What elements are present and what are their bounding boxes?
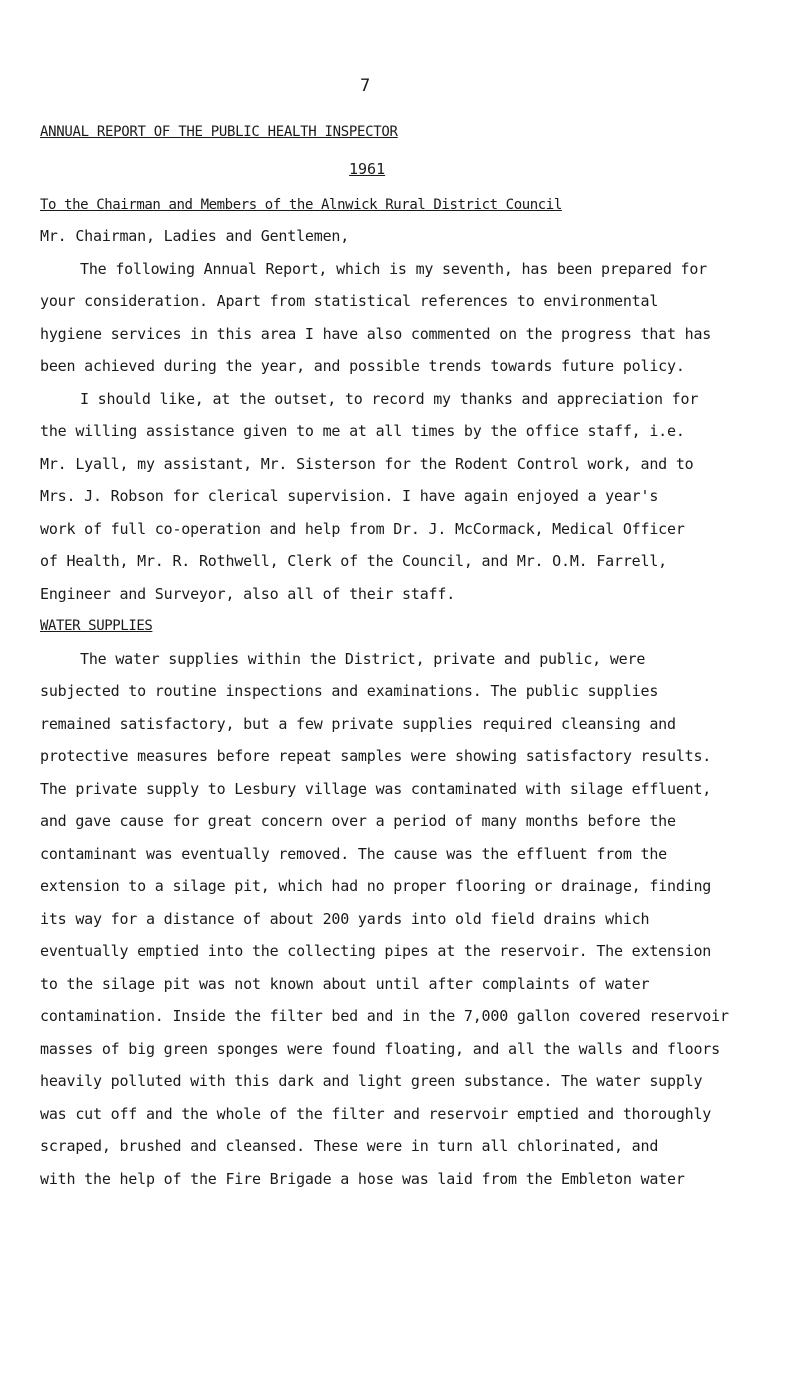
- body-line: contamination. Inside the filter bed and in the 7,000 gallon covered reservoir: [40, 1007, 729, 1025]
- body-line: hygiene services in this area I have also commented on the progress that has: [40, 324, 712, 343]
- salutation: Mr. Chairman, Ladies and Gentlemen,: [40, 227, 350, 245]
- body-line: its way for a distance of about 200 yards into old field drains which: [40, 909, 650, 928]
- body-line: protective measures before repeat samples were showing satisfactory results.: [40, 747, 712, 765]
- body-line: the willing assistance given to me at all times by the office staff, i.e.: [40, 422, 685, 440]
- body-line: contaminant was eventually removed. The cause was the effluent from the: [40, 844, 667, 863]
- body-line: was cut off and the whole of the filter and reservoir emptied and thoroughly: [40, 1104, 712, 1123]
- body-line: The following Annual Report, which is my seventh, has been prepared for: [80, 259, 707, 278]
- body-line: Mr. Lyall, my assistant, Mr. Sisterson for the Rodent Control work, and to: [40, 454, 694, 473]
- page-number: 7: [360, 76, 371, 96]
- body-line: remained satisfactory, but a few private supplies required cleansing and: [40, 714, 676, 733]
- body-line: Mrs. J. Robson for clerical supervision. I have again enjoyed a year's: [40, 487, 659, 505]
- body-line: masses of big green sponges were found floating, and all the walls and floors: [40, 1039, 720, 1058]
- body-line: subjected to routine inspections and examinations. The public supplies: [40, 682, 659, 700]
- body-line: to the silage pit was not known about until after complaints of water: [40, 974, 650, 993]
- body-line: your consideration. Apart from statistical references to environmental: [40, 292, 659, 310]
- body-line: Engineer and Surveyor, also all of their staff.: [40, 584, 456, 603]
- body-line: work of full co-operation and help from Dr. J. McCormack, Medical Officer: [40, 519, 685, 538]
- body-line: The private supply to Lesbury village was contaminated with silage effluent,: [40, 779, 712, 798]
- body-line: and gave cause for great concern over a period of many months before the: [40, 812, 676, 830]
- body-line: extension to a silage pit, which had no proper flooring or drainage, finding: [40, 877, 712, 895]
- body-line: The water supplies within the District, private and public, were: [80, 649, 646, 668]
- body-line: been achieved during the year, and possible trends towards future policy.: [40, 357, 685, 375]
- addressee-line: To the Chairman and Members of the Alnwick Rural District Council: [40, 197, 562, 213]
- body-line: of Health, Mr. R. Rothwell, Clerk of the Council, and Mr. O.M. Farrell,: [40, 552, 667, 570]
- report-year: 1961: [349, 160, 386, 178]
- section-heading-water-supplies: WATER SUPPLIES: [40, 618, 153, 634]
- body-line: with the help of the Fire Brigade a hose was laid from the Embleton water: [40, 1169, 685, 1188]
- body-line: heavily polluted with this dark and light green substance. The water supply: [40, 1072, 703, 1090]
- report-body: [40, 220, 780, 1195]
- body-line: I should like, at the outset, to record my thanks and appreciation for: [80, 389, 699, 408]
- body-line: scraped, brushed and cleansed. These were in turn all chlorinated, and: [40, 1137, 659, 1155]
- document-title: ANNUAL REPORT OF THE PUBLIC HEALTH INSPECTOR: [40, 124, 398, 140]
- body-line: eventually emptied into the collecting pipes at the reservoir. The extension: [40, 942, 712, 960]
